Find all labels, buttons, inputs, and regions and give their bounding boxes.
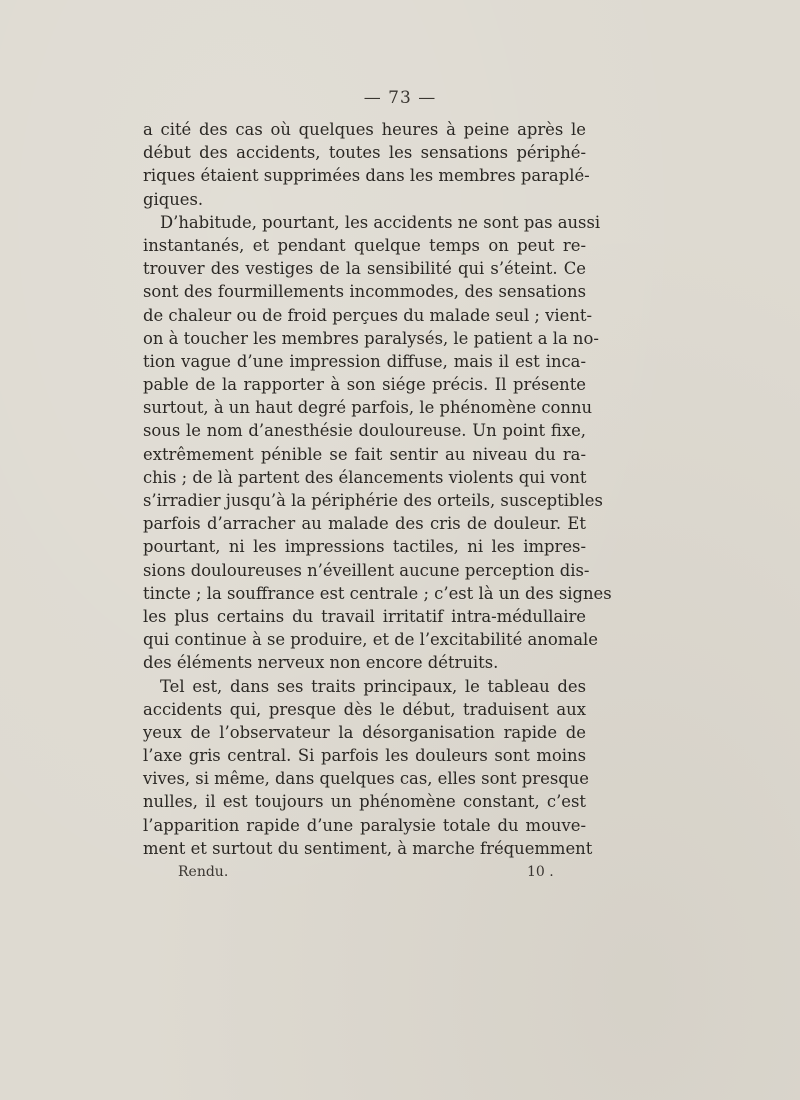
text-line: D’habitude, pourtant, les accidents ne sont pas aussi: [160, 212, 601, 232]
text-line: parfois d’arracher au malade des cris de douleur. Et: [143, 514, 586, 534]
text-line: tion vague d’une impression diffuse, mais il est inca-: [143, 351, 586, 371]
text-line: giques.: [143, 189, 204, 209]
text-line: Tel est, dans ses traits principaux, le tableau des: [160, 676, 586, 696]
footer-signature: 10 .: [527, 864, 554, 880]
text-line: l’axe gris central. Si parfois les douleurs sont moins: [143, 746, 586, 766]
text-line: chis ; de là partent des élancements violents qui vont: [143, 467, 587, 487]
text-line: s’irradier jusqu’à la périphérie des orteils, susceptibles: [143, 491, 603, 510]
text-line: nulles, il est toujours un phénomène constant, c’est: [143, 792, 586, 812]
text-line: début des accidents, toutes les sensations périphé-: [143, 143, 586, 163]
text-line: de chaleur ou de froid perçues du malade seul ; vient-: [143, 305, 593, 325]
text-line: riques étaient supprimées dans les membres paraplé-: [143, 166, 590, 186]
page-number: — 73 —: [363, 88, 437, 108]
text-line: extrêmement pénible se fait sentir au niveau du ra-: [143, 444, 586, 464]
text-line: tincte ; la souffrance est centrale ; c’est là un des signes: [143, 583, 612, 603]
body-text: [143, 118, 612, 860]
text-line: yeux de l’observateur la désorganisation rapide de: [143, 722, 586, 742]
text-line: vives, si même, dans quelques cas, elles sont presque: [143, 769, 589, 789]
text-line: qui continue à se produire, et de l’excitabilité anomale: [143, 630, 598, 650]
text-line: instantanés, et pendant quelque temps on peut re-: [143, 235, 586, 255]
text-line: sous le nom d’anesthésie douloureuse. Un point fixe,: [143, 421, 586, 441]
text-line: ment et surtout du sentiment, à marche fréquemment: [143, 838, 593, 858]
page-footer: [178, 864, 558, 884]
footer-author: Rendu.: [178, 864, 229, 880]
text-line: des éléments nerveux non encore détruits.: [143, 653, 499, 673]
text-line: pourtant, ni les impressions tactiles, ni les impres-: [143, 537, 586, 557]
text-line: trouver des vestiges de la sensibilité qui s’éteint. Ce: [143, 259, 586, 279]
text-line: pable de la rapporter à son siége précis. Il présente: [143, 375, 586, 395]
text-line: sont des fourmillements incommodes, des sensations: [143, 282, 586, 302]
text-line: accidents qui, presque dès le début, traduisent aux: [143, 699, 586, 719]
text-line: l’apparition rapide d’une paralysie totale du mouve-: [143, 815, 586, 835]
text-line: on à toucher les membres paralysés, le patient a la no-: [143, 328, 599, 348]
text-line: surtout, à un haut degré parfois, le phénomène connu: [143, 398, 593, 418]
text-line: sions douloureuses n’éveillent aucune perception dis-: [143, 560, 590, 580]
text-line: les plus certains du travail irritatif intra-médullaire: [143, 606, 586, 626]
text-line: a cité des cas où quelques heures à peine après le: [143, 120, 586, 139]
